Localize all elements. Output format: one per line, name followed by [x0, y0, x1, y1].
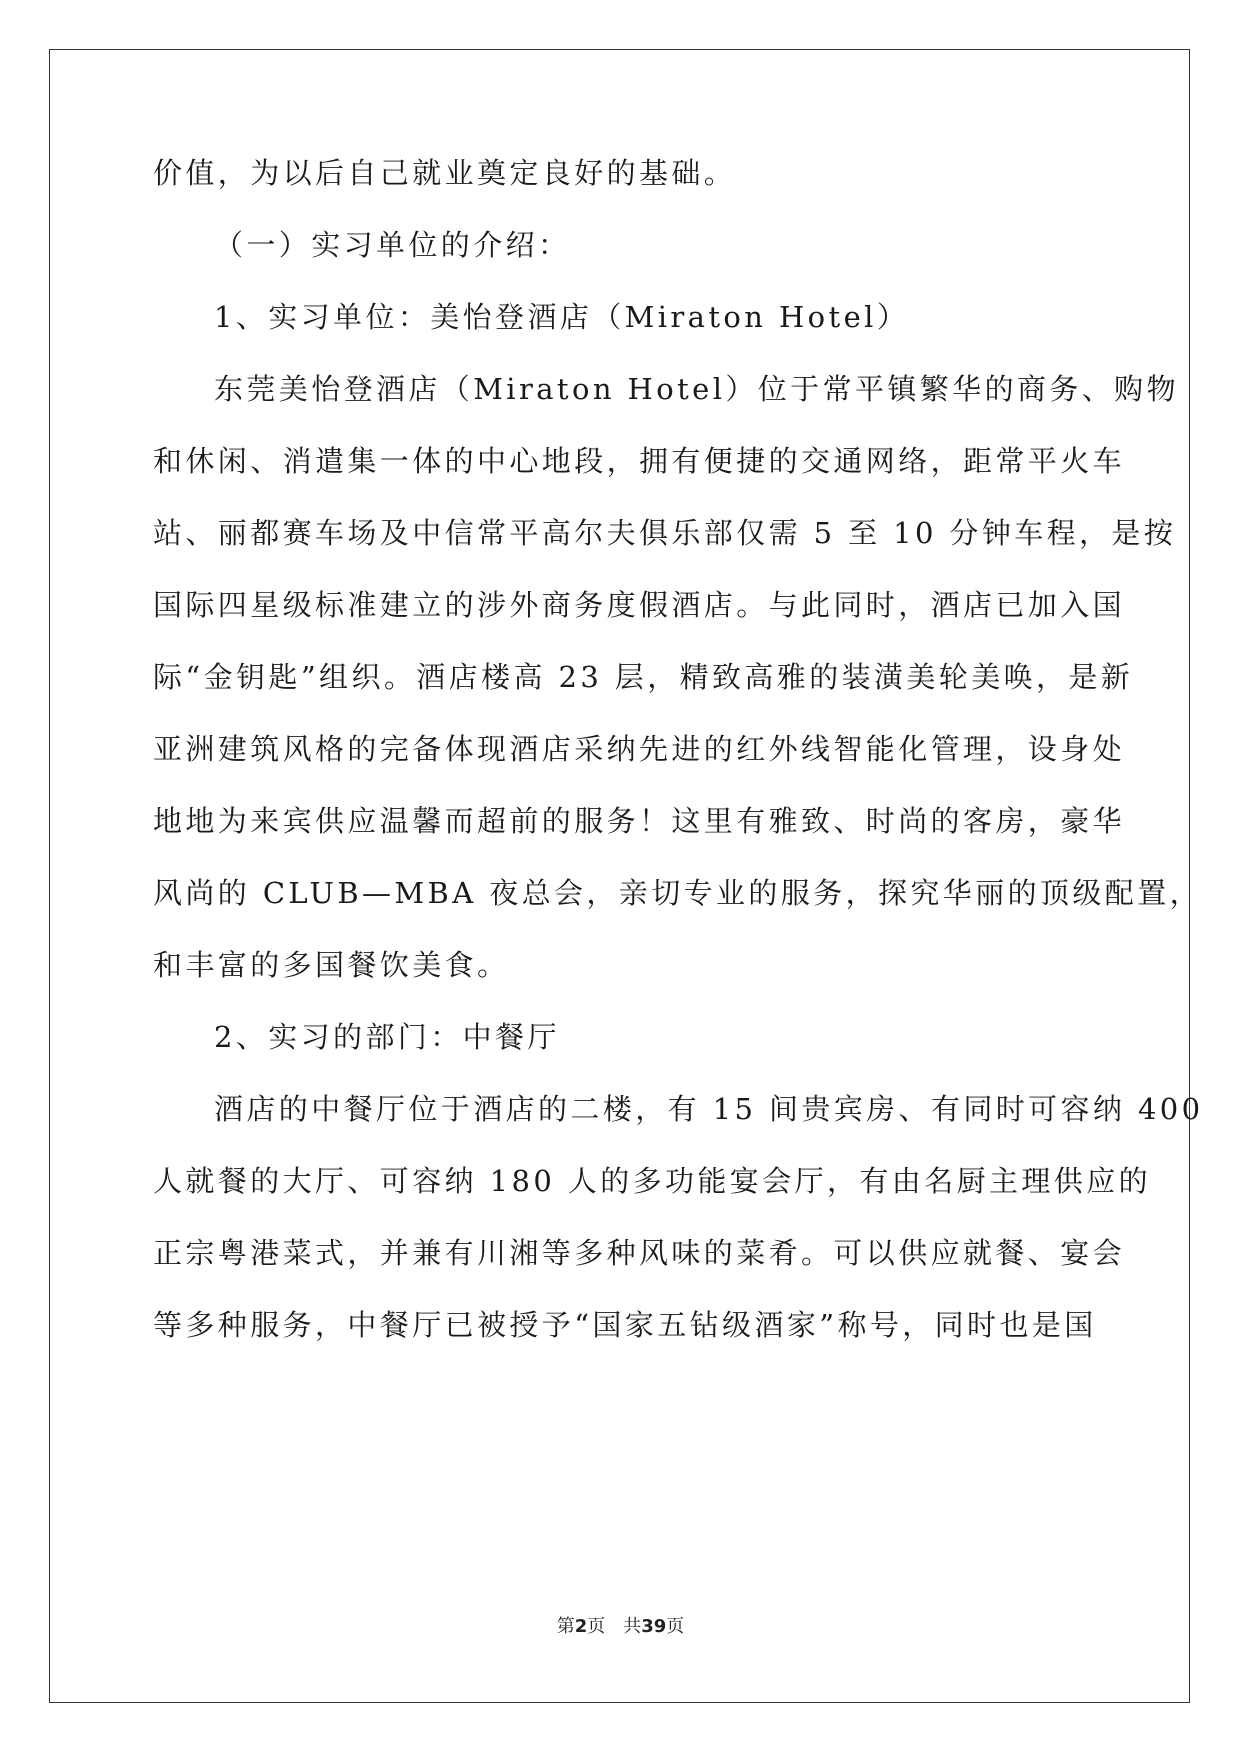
subsection-heading: 1、实习单位：美怡登酒店（Miraton Hotel） [214, 300, 910, 334]
paragraph-line: 地地为来宾供应温馨而超前的服务！这里有雅致、时尚的客房，豪华 [153, 804, 1126, 838]
footer-middle: 页 共 [587, 1616, 642, 1637]
paragraph-line: 风尚的 CLUB—MBA 夜总会，亲切专业的服务，探究华丽的顶级配置， [153, 876, 1202, 910]
paragraph-line: 和休闲、消遣集一体的中心地段，拥有便捷的交通网络，距常平火车 [153, 444, 1126, 478]
section-heading: （一）实习单位的介绍： [214, 228, 571, 262]
footer-suffix: 页 [666, 1616, 685, 1637]
paragraph-line: 人就餐的大厅、可容纳 180 人的多功能宴会厅，有由名厨主理供应的 [153, 1164, 1151, 1198]
paragraph-line: 国际四星级标准建立的涉外商务度假酒店。与此同时，酒店已加入国 [153, 588, 1126, 622]
paragraph-line: 际“金钥匙”组织。酒店楼高 23 层，精致高雅的装潢美轮美唤，是新 [153, 660, 1134, 694]
footer-prefix: 第 [556, 1616, 575, 1637]
total-page-count: 39 [641, 1616, 667, 1637]
paragraph-line: 亚洲建筑风格的完备体现酒店采纳先进的红外线智能化管理，设身处 [153, 732, 1126, 766]
paragraph-line: 和丰富的多国餐饮美食。 [153, 948, 510, 982]
subsection-heading: 2、实习的部门：中餐厅 [214, 1020, 560, 1054]
paragraph-line: 等多种服务，中餐厅已被授予“国家五钻级酒家”称号，同时也是国 [153, 1308, 1097, 1342]
text-line: 价值，为以后自己就业奠定良好的基础。 [153, 156, 737, 190]
paragraph-line: 酒店的中餐厅位于酒店的二楼，有 15 间贵宾房、有同时可容纳 400 [214, 1092, 1204, 1126]
paragraph-line: 站、丽都赛车场及中信常平高尔夫俱乐部仅需 5 至 10 分钟车程，是按 [153, 516, 1177, 550]
paragraph-line: 正宗粤港菜式，并兼有川湘等多种风味的菜肴。可以供应就餐、宴会 [153, 1236, 1126, 1270]
paragraph-line: 东莞美怡登酒店（Miraton Hotel）位于常平镇繁华的商务、购物 [214, 372, 1179, 406]
current-page-number: 2 [574, 1616, 588, 1637]
page-footer [0, 1612, 1241, 1638]
